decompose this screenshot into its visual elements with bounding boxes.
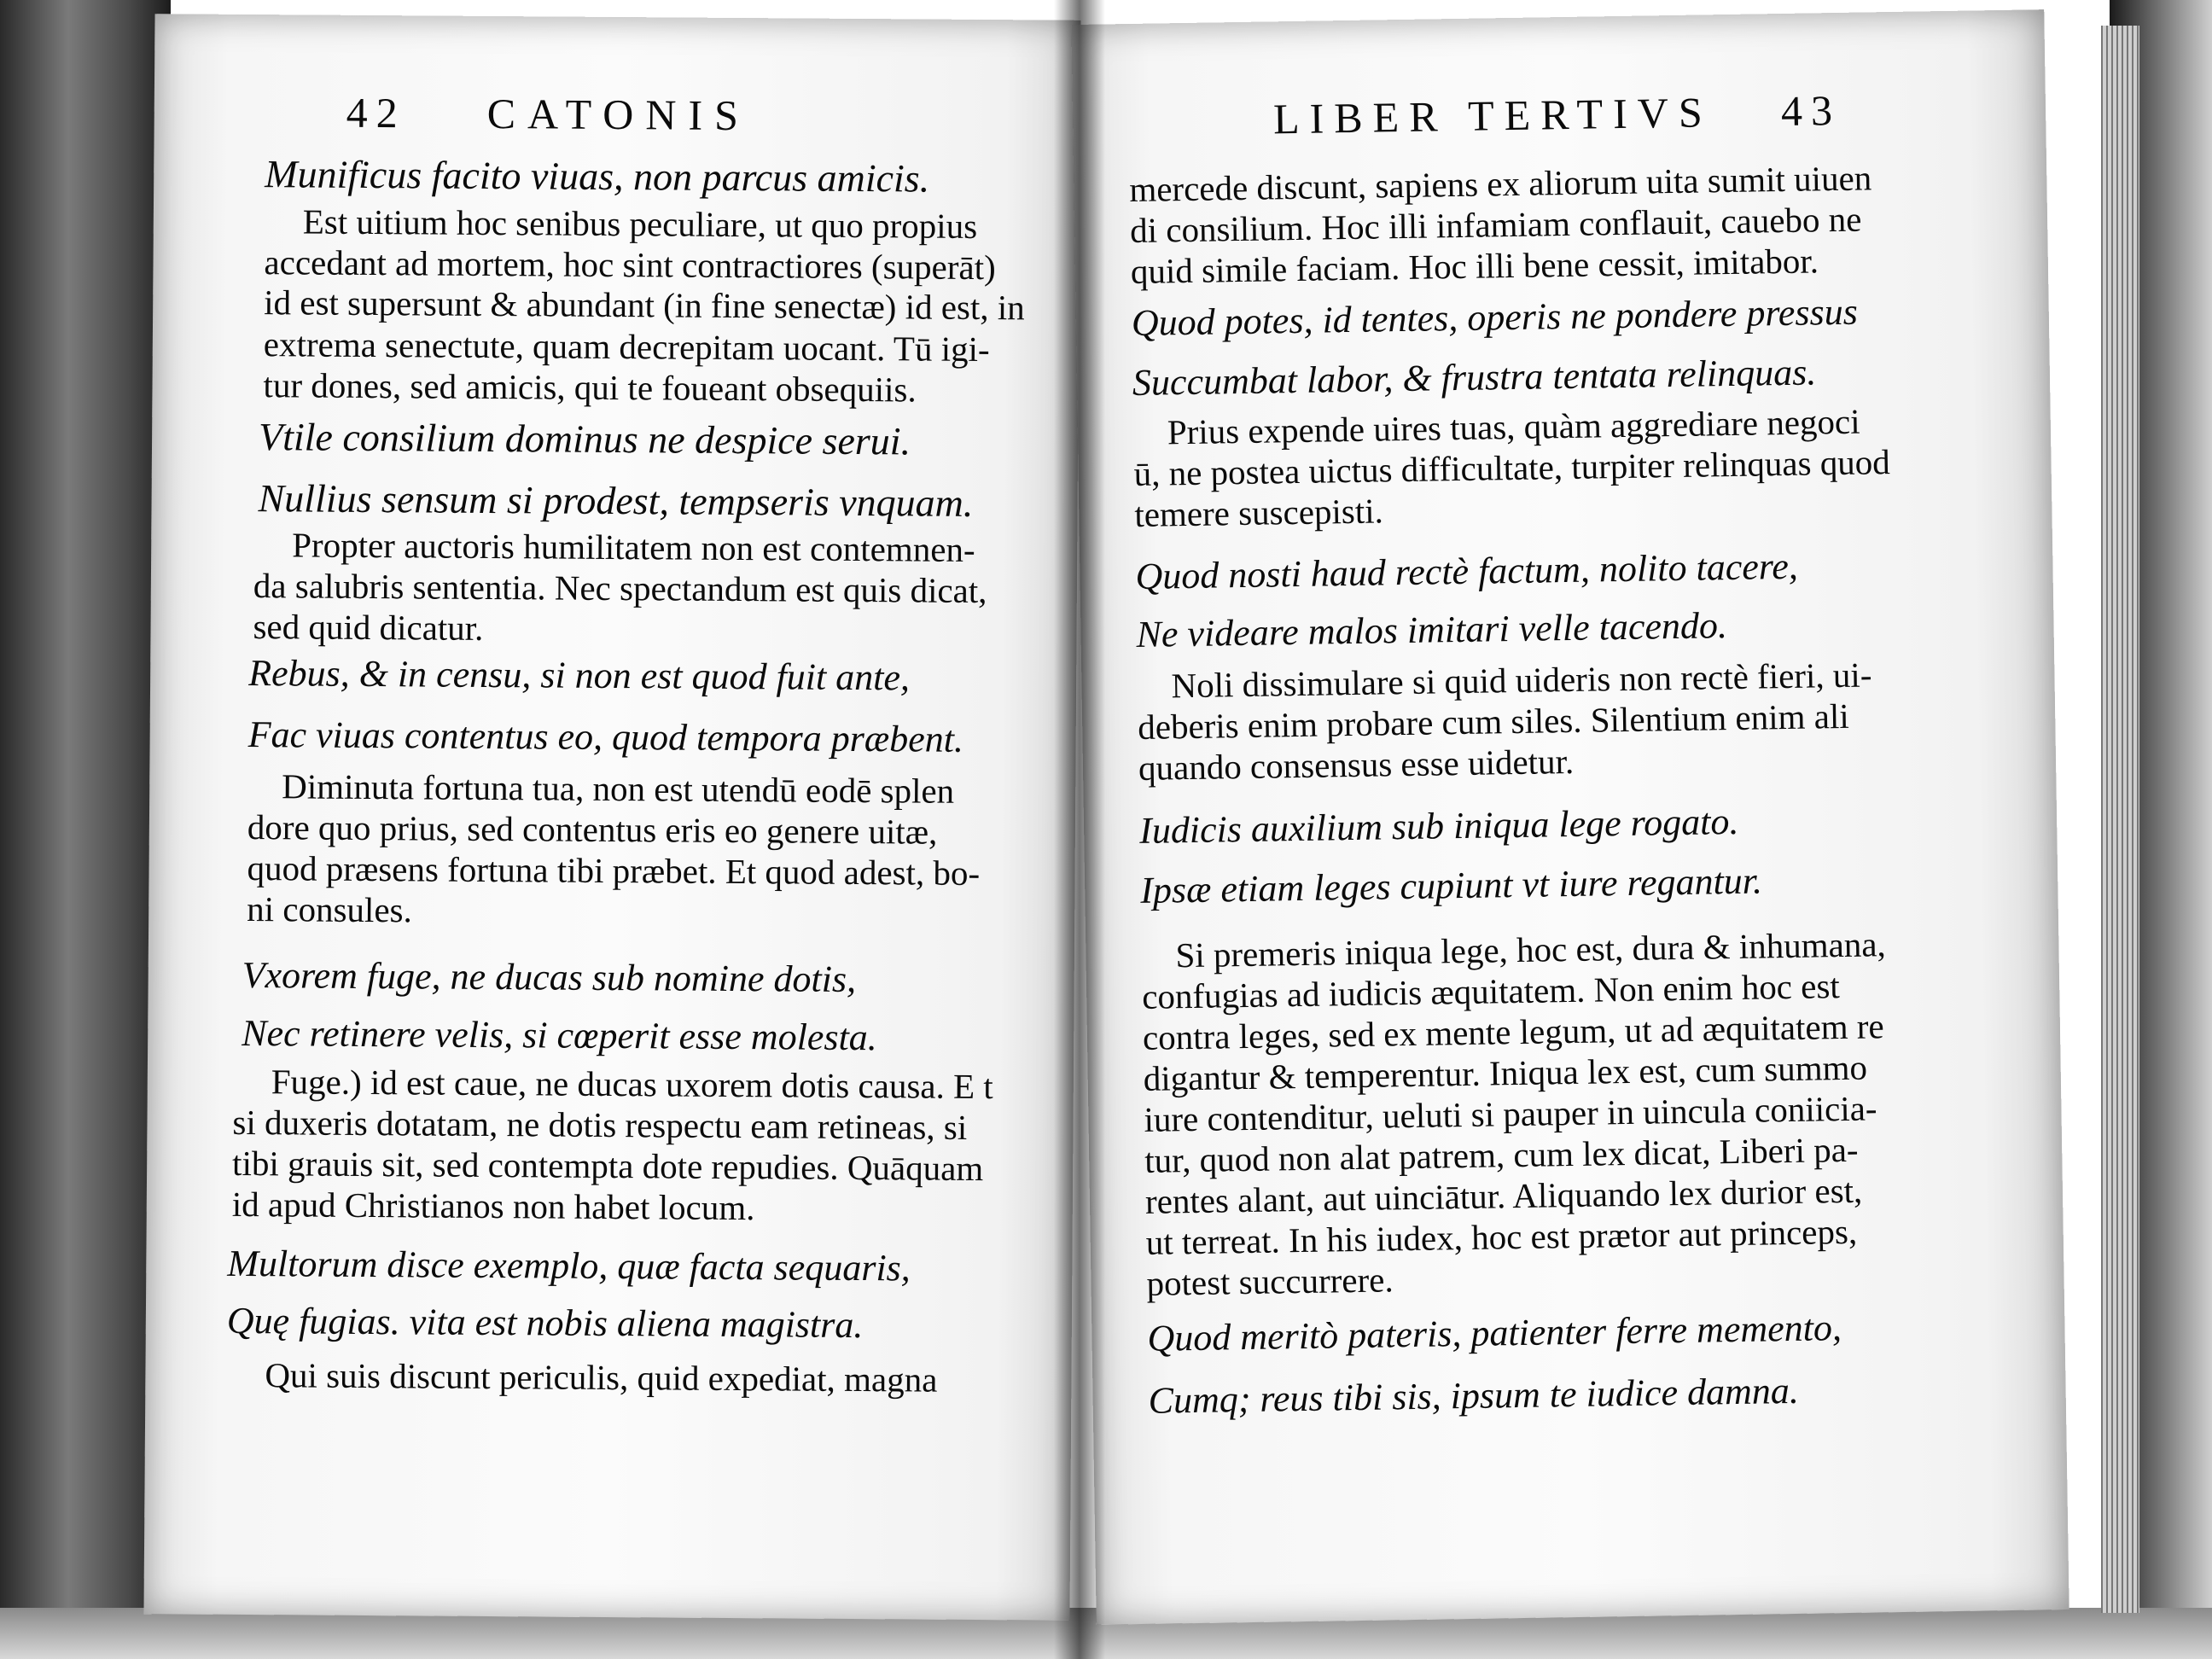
text-line: confugias ad iudicis æquitatem. Non enim hoc est xyxy=(1141,966,1841,1016)
text-line: si duxeris dotatam, ne dotis respectu eam retineas, si xyxy=(232,1102,968,1147)
right-page-text xyxy=(1071,9,2069,1625)
left-page xyxy=(143,14,1080,1621)
text-line: iure contenditur, ueluti si pauper in uincula coniicia- xyxy=(1144,1088,1877,1139)
text-line: Nec retinere velis, si cœperit esse molesta. xyxy=(242,1011,877,1059)
text-line: Prius expende uires tuas, quàm aggrediare negoci xyxy=(1167,401,1860,452)
text-line: tur dones, sed amicis, qui te foueant obsequiis. xyxy=(263,365,917,410)
text-line: tibi grauis sit, sed contempta dote repudies. Quāquam xyxy=(231,1143,984,1189)
text-line: Munificus facito viuas, non parcus amicis. xyxy=(265,152,930,201)
text-line: Quę fugias. vita est nobis aliena magistra. xyxy=(226,1299,864,1347)
text-line: Quod meritò pateris, patienter ferre memento, xyxy=(1147,1307,1842,1359)
text-line: Fuge.) id est caue, ne ducas uxorem dotis causa. E t xyxy=(271,1062,993,1107)
text-line: Diminuta fortuna tua, non est utendū eodē splen xyxy=(282,766,955,811)
text-line: Fac viuas contentus eo, quod tempora præbent. xyxy=(247,713,964,760)
text-line: Qui suis discunt periculis, quid expediat, magna xyxy=(265,1355,938,1400)
text-line: rentes alant, aut uinciātur. Aliquando lex durior est, xyxy=(1144,1170,1863,1221)
text-line: Ipsæ etiam leges cupiunt vt iure regantur. xyxy=(1139,859,1763,911)
text-line: di consilium. Hoc illi infamiam conflauit, cauebo ne xyxy=(1129,199,1862,251)
text-line: potest succurrere. xyxy=(1146,1260,1394,1303)
text-line: quid simile faciam. Hoc illi bene cessit, imitabor. xyxy=(1130,241,1819,292)
text-line: ni consules. xyxy=(247,889,412,930)
page-edges xyxy=(2101,26,2139,1613)
text-line: Quod nosti haud rectè factum, nolito tacere, xyxy=(1135,544,1799,597)
text-line: Propter auctoris humilitatem non est contemnen- xyxy=(292,525,975,569)
text-line: mercede discunt, sapiens ex aliorum uita sumit uiuen xyxy=(1129,158,1872,210)
text-line: deberis enim probare cum siles. Silentium enim ali xyxy=(1137,696,1850,747)
right-page xyxy=(1071,9,2069,1625)
text-line: digantur & temperentur. Iniqua lex est, cum summo xyxy=(1143,1047,1868,1098)
text-line: sed quid dicatur. xyxy=(253,607,484,648)
text-line: Est uitium hoc senibus peculiare, ut quo propius xyxy=(302,201,978,246)
page-number: 43 xyxy=(1780,85,1842,136)
text-line: quod præsens fortuna tibi præbet. Et quod adest, bo- xyxy=(247,848,981,894)
text-line: Quod potes, id tentes, operis ne pondere pressus xyxy=(1131,290,1859,345)
text-line: temere suscepisti. xyxy=(1134,491,1384,534)
left-page-text xyxy=(143,14,1080,1621)
text-line: extrema senectute, quam decrepitam uocant. Tū igi- xyxy=(263,324,990,370)
text-line: id est supersunt & abundant (in fine senectæ) id est, in xyxy=(264,282,1025,328)
text-line: Cumq; reus tibi sis, ipsum te iudice damna. xyxy=(1148,1369,1800,1422)
text-line: id apud Christianos non habet locum. xyxy=(231,1184,755,1228)
page-number: 42 xyxy=(346,88,406,137)
text-line: Vtile consilium dominus ne despice serui. xyxy=(258,415,911,463)
text-line: Nullius sensum si prodest, tempseris vnquam. xyxy=(258,476,974,525)
text-line: accedant ad mortem, hoc sint contractiores (superāt) xyxy=(264,242,996,288)
text-line: Vxorem fuge, ne ducas sub nomine dotis, xyxy=(242,953,857,1000)
running-head: CATONIS xyxy=(486,89,751,140)
text-line: Noli dissimulare si quid uideris non rectè fieri, ui- xyxy=(1171,655,1872,706)
text-line: Ne videare malos imitari velle tacendo. xyxy=(1136,604,1728,655)
text-line: ū, ne postea uictus difficultate, turpiter relinquas quod xyxy=(1133,442,1891,493)
text-line: Succumbat labor, & frustra tentata relinquas. xyxy=(1132,351,1817,404)
text-line: Si premeris iniqua lege, hoc est, dura & inhumana, xyxy=(1175,924,1887,975)
text-line: contra leges, sed ex mente legum, ut ad æquitatem re xyxy=(1142,1006,1884,1057)
text-line: da salubris sententia. Nec spectandum est quis dicat, xyxy=(253,566,987,611)
running-head: LIBER TERTIVS xyxy=(1272,88,1714,143)
book-gutter xyxy=(1054,0,1105,1659)
text-line: tur, quod non alat patrem, cum lex dicat, Liberi pa- xyxy=(1144,1129,1859,1180)
text-line: ut terreat. In his iudex, hoc est prætor aut princeps, xyxy=(1145,1211,1858,1262)
text-line: Multorum disce exemplo, quæ facta sequaris, xyxy=(227,1242,911,1289)
text-line: Rebus, & in censu, si non est quod fuit ante, xyxy=(247,652,911,699)
text-line: dore quo prius, sed contentus eris eo genere uitæ, xyxy=(247,807,938,852)
text-line: quando consensus esse uidetur. xyxy=(1138,741,1575,788)
text-line: Iudicis auxilium sub iniqua lege rogato. xyxy=(1138,800,1739,852)
